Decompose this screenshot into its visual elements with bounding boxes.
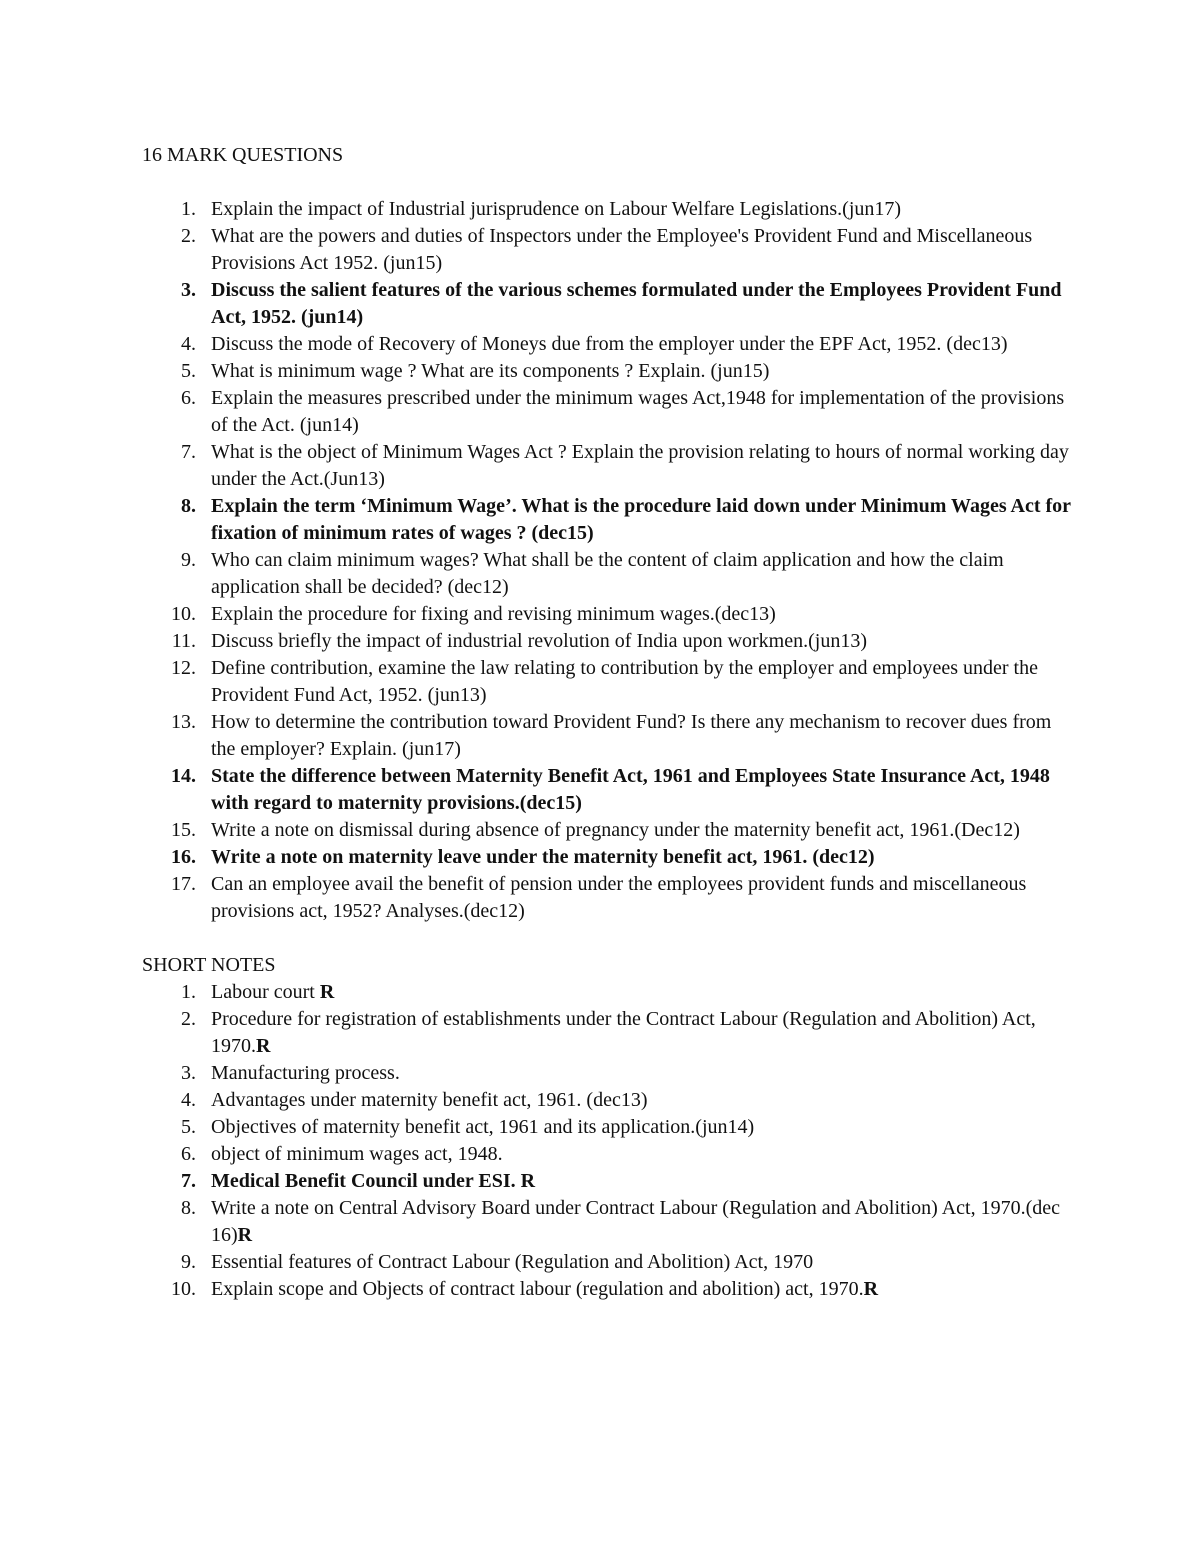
questions-section (142, 142, 1072, 925)
list-number: 3. (181, 279, 196, 301)
question-item (142, 493, 1072, 547)
list-number: 3. (181, 1062, 196, 1084)
repeat-mark: R (863, 1278, 879, 1300)
question-item (142, 196, 1072, 223)
list-item-text: Explain the term ‘Minimum Wage’. What is the procedure laid down under Minimum Wages Act for fixation of minimum rates of wages ? (dec15) (211, 495, 1071, 544)
short-note-item (142, 1006, 1072, 1060)
list-item-text: Manufacturing process. (211, 1062, 400, 1084)
list-number: 6. (181, 1143, 196, 1165)
short-note-item (142, 1087, 1072, 1114)
list-number: 7. (181, 441, 196, 463)
questions-heading: 16 MARK QUESTIONS (142, 144, 344, 166)
list-number: 2. (181, 1008, 196, 1030)
list-number: 5. (181, 360, 196, 382)
list-number: 6. (181, 387, 196, 409)
list-item-text: How to determine the contribution toward Provident Fund? Is there any mechanism to recover dues from the employer? Explain. (jun17) (211, 711, 1052, 760)
list-number: 9. (181, 1251, 196, 1273)
list-number: 1. (181, 198, 196, 220)
list-item-text: Explain the impact of Industrial jurisprudence on Labour Welfare Legislations.(jun17) (211, 198, 902, 220)
list-item-text: Essential features of Contract Labour (Regulation and Abolition) Act, 1970 (211, 1251, 814, 1273)
list-item-text: Who can claim minimum wages? What shall be the content of claim application and how the claim application shall be decided? (dec12) (211, 549, 1004, 598)
list-item-text: Explain scope and Objects of contract labour (regulation and abolition) act, 1970. (211, 1278, 864, 1300)
list-number: 1. (181, 981, 196, 1003)
list-number: 5. (181, 1116, 196, 1138)
short-notes-heading: SHORT NOTES (142, 954, 276, 976)
list-item-text: Define contribution, examine the law relating to contribution by the employer and employees under the Provident Fund Act, 1952. (jun13) (211, 657, 1038, 706)
list-number: 8. (181, 1197, 196, 1219)
list-item-text: Discuss the mode of Recovery of Moneys due from the employer under the EPF Act, 1952. (dec13) (211, 333, 1008, 355)
repeat-mark: R (237, 1224, 253, 1246)
list-number: 8. (181, 495, 196, 517)
question-item (142, 709, 1072, 763)
list-number: 11. (171, 630, 196, 652)
list-item-text: Objectives of maternity benefit act, 1961 and its application.(jun14) (211, 1116, 755, 1138)
list-number: 10. (171, 1278, 196, 1300)
question-item (142, 655, 1072, 709)
short-note-item (142, 1114, 1072, 1141)
list-item-text: Write a note on dismissal during absence of pregnancy under the maternity benefit act, 1961.(Dec12) (211, 819, 1020, 841)
short-notes-section (142, 952, 1072, 1303)
list-item-text: Can an employee avail the benefit of pension under the employees provident funds and miscellaneous provisions act, 1952? Analyses.(dec12) (211, 873, 1027, 922)
list-item-text: What is the object of Minimum Wages Act ? Explain the provision relating to hours of normal working day under the Act.(Jun13) (211, 441, 1069, 490)
short-notes-list (142, 979, 1072, 1303)
list-item-text: What are the powers and duties of Inspectors under the Employee's Provident Fund and Miscellaneous Provisions Act 1952. (jun15) (211, 225, 1033, 274)
question-item (142, 358, 1072, 385)
question-item (142, 763, 1072, 817)
list-item-text: What is minimum wage ? What are its components ? Explain. (jun15) (211, 360, 770, 382)
list-number: 9. (181, 549, 196, 571)
repeat-mark: R (256, 1035, 271, 1057)
list-number: 10. (171, 603, 196, 625)
list-number: 12. (171, 657, 196, 679)
questions-list (142, 196, 1072, 925)
list-item-text: State the difference between Maternity Benefit Act, 1961 and Employees State Insurance Act, 1948 with regard to maternity provisions.(dec15) (211, 765, 1050, 814)
list-item-text: Write a note on maternity leave under the maternity benefit act, 1961. (dec12) (211, 846, 875, 868)
list-number: 15. (171, 819, 196, 841)
short-note-item (142, 1060, 1072, 1087)
question-item (142, 871, 1072, 925)
question-item (142, 223, 1072, 277)
short-note-item (142, 1168, 1072, 1195)
list-item-text: Advantages under maternity benefit act, 1961. (dec13) (211, 1089, 648, 1111)
question-item (142, 277, 1072, 331)
list-item-text: object of minimum wages act, 1948. (211, 1143, 503, 1165)
short-note-item (142, 979, 1072, 1006)
list-item-text: Procedure for registration of establishments under the Contract Labour (Regulation and Abolition) Act, 1970. (211, 1008, 1036, 1057)
question-item (142, 817, 1072, 844)
list-number: 13. (171, 711, 196, 733)
list-number: 2. (181, 225, 196, 247)
short-note-item (142, 1249, 1072, 1276)
question-item (142, 844, 1072, 871)
short-note-item (142, 1276, 1072, 1303)
list-item-text: Explain the measures prescribed under the minimum wages Act,1948 for implementation of the provisions of the Act. (jun14) (211, 387, 1065, 436)
list-item-text: Write a note on Central Advisory Board under Contract Labour (Regulation and Abolition) Act, 1970.(dec 16) (211, 1197, 1060, 1246)
list-number: 16. (171, 846, 196, 868)
question-item (142, 547, 1072, 601)
list-item-text: Discuss the salient features of the various schemes formulated under the Employees Provident Fund Act, 1952. (jun14) (211, 279, 1062, 328)
question-item (142, 628, 1072, 655)
list-item-text: Medical Benefit Council under ESI. R (211, 1170, 536, 1192)
list-item-text: Labour court (211, 981, 320, 1003)
question-item (142, 439, 1072, 493)
list-item-text: Discuss briefly the impact of industrial revolution of India upon workmen.(jun13) (211, 630, 867, 652)
question-item (142, 385, 1072, 439)
list-number: 7. (181, 1170, 196, 1192)
list-number: 4. (181, 1089, 196, 1111)
short-note-item (142, 1141, 1072, 1168)
list-item-text: Explain the procedure for fixing and revising minimum wages.(dec13) (211, 603, 776, 625)
repeat-mark: R (319, 981, 335, 1003)
list-number: 17. (171, 873, 196, 895)
document-page (142, 142, 1072, 1303)
list-number: 4. (181, 333, 196, 355)
list-number: 14. (171, 765, 196, 787)
question-item (142, 331, 1072, 358)
question-item (142, 601, 1072, 628)
short-note-item (142, 1195, 1072, 1249)
